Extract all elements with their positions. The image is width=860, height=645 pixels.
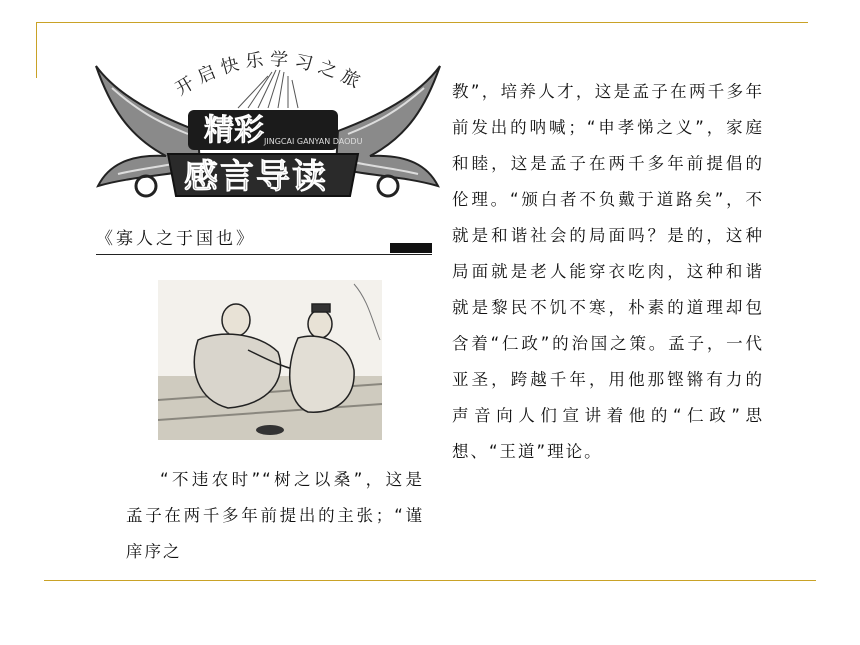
title-accent-bar: [390, 243, 432, 253]
book-icon: [238, 70, 298, 108]
logo-title-top: 精彩: [204, 113, 264, 148]
bottom-border-line: [44, 580, 816, 581]
top-border-line: [36, 22, 808, 23]
arc-slogan: 开启快乐学习之旅: [171, 49, 369, 100]
article-text-right: 教”，培养人才，这是孟子在两千多年前发出的呐喊；“申孝悌之义”，家庭和睦，这是孟子在两千多年前提倡的伦理。“颁白者不负戴于道路矣”，不就是和谐社会的局面吗？是的，这种局面就是老人能穿衣吃肉，这种和谐就是黎民不饥不寒，朴素的道理却包含着“仁政”的治国之策。孟子，一代亚圣，跨越千年，用他那铿锵有力的声音向人们宣讲着他的“仁政”思想、“王道”理论。: [452, 82, 764, 461]
reading-guide-logo: [88, 36, 448, 216]
article-body-right: [452, 74, 764, 470]
right-curl-icon: [378, 176, 398, 196]
article-text-left: “不违农时”“树之以桑”，这是孟子在两千多年前提出的主张；“谨庠序之: [126, 470, 424, 561]
logo-pinyin: JINGCAI GANYAN DAODU: [264, 137, 363, 146]
left-border-line: [36, 22, 37, 78]
title-underline: [96, 254, 432, 255]
article-title: 《寡人之于国也》: [96, 229, 256, 249]
logo-title-bottom: 感言导读: [184, 157, 328, 197]
left-curl-icon: [136, 176, 156, 196]
article-body-left: [126, 462, 424, 570]
mencius-illustration: [158, 280, 382, 440]
